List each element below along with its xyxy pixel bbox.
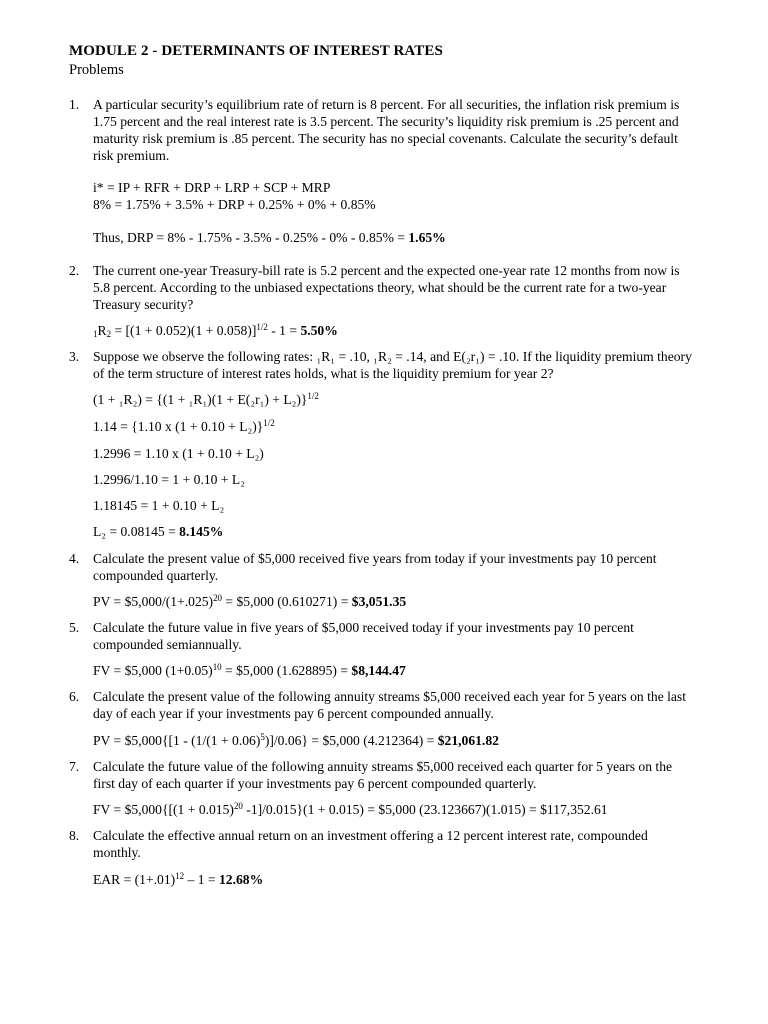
problem-4-work-part-1: PV = $5,000/(1+.025)	[93, 594, 214, 609]
problem-1-result	[93, 230, 446, 246]
problem-8-text-line: Calculate the effective annual return on an investment offering a 12 percent interest rate, compounded	[93, 828, 648, 843]
problem-2-work	[93, 323, 338, 339]
problem-3-answer: 8.145%	[179, 524, 224, 539]
problem-2-answer: 5.50%	[300, 323, 338, 338]
problem-2-rate-symbol: R	[97, 323, 107, 338]
problem-6-exponent: 5	[260, 732, 265, 743]
problem-3-step-6-text: L₂ = 0.08145 =	[93, 524, 180, 539]
problem-6-work-part-2: )]/0.06} = $5,000 (4.212364) =	[264, 733, 438, 748]
problem-1-result-text: Thus, DRP = 8% - 1.75% - 3.5% - 0.25% - 0% - 0.85% =	[93, 230, 409, 245]
problem-2-text-line: The current one-year Treasury-bill rate is 5.2 percent and the expected one-year rate 12 months from now is	[93, 263, 680, 278]
problem-3-step-2-exponent: 1/2	[263, 418, 275, 429]
document-subtitle: Problems	[69, 62, 124, 78]
problem-5-text-line: compounded semiannually.	[93, 637, 242, 652]
problem-4-number: 4.	[69, 551, 80, 566]
problem-7-text-line: first day of each quarter if your investments pay 6 percent compounded quarterly.	[93, 776, 537, 791]
problem-1-text-line: risk premium.	[93, 148, 170, 163]
problem-6-number: 6.	[69, 689, 80, 704]
problem-3-step-1	[93, 392, 319, 408]
problem-6-work	[93, 733, 499, 749]
problem-2-text-line: Treasury security?	[93, 297, 194, 312]
problem-8-answer: 12.68%	[219, 872, 264, 887]
problem-6-answer: $21,061.82	[437, 733, 499, 748]
problem-1-substitution: 8% = 1.75% + 3.5% + DRP + 0.25% + 0% + 0.85%	[93, 197, 376, 212]
problem-4-answer: $3,051.35	[351, 594, 407, 609]
problem-6-work-part-1: PV = $5,000{[1 - (1/(1 + 0.06)	[93, 733, 261, 748]
problem-3-number: 3.	[69, 349, 80, 364]
problem-1-formula: i* = IP + RFR + DRP + LRP + SCP + MRP	[93, 180, 331, 195]
problem-3-step-1-exponent: 1/2	[307, 391, 319, 402]
problem-2-text-line: 5.8 percent. According to the unbiased expectations theory, what should be the current rate for a two-year	[93, 280, 667, 295]
problem-5-text-line: Calculate the future value in five years of $5,000 received today if your investments pay 10 percent	[93, 620, 634, 635]
problem-2-number: 2.	[69, 263, 80, 278]
problem-3-step-2-text: 1.14 = {1.10 x (1 + 0.10 + L₂)}	[93, 419, 264, 434]
problem-5-answer: $8,144.47	[351, 663, 406, 678]
problem-3-step-3: 1.2996 = 1.10 x (1 + 0.10 + L₂)	[93, 446, 264, 461]
problem-5-work-part-1: FV = $5,000 (1+0.05)	[93, 663, 213, 678]
problem-1-answer: 1.65%	[408, 230, 446, 245]
problem-3-text-line: Suppose we observe the following rates: ₁R₁ = .10, ₁R₂ = .14, and E(₂r₁) = .10. If the liquidity premium theory	[93, 349, 692, 364]
problem-5-number: 5.	[69, 620, 80, 635]
problem-5-exponent: 10	[212, 662, 222, 673]
problem-6-text-line: Calculate the present value of the following annuity streams $5,000 received each year for 5 years on the last	[93, 689, 687, 704]
problem-2-sub-index: 2	[106, 329, 112, 340]
problem-8-exponent: 12	[175, 871, 185, 882]
problem-8-number: 8.	[69, 828, 80, 843]
problem-7-text-line: Calculate the future value of the following annuity streams $5,000 received each quarter for 5 years on the	[93, 759, 673, 774]
problem-8-work	[93, 872, 263, 888]
problem-8-work-part-1: EAR = (1+.01)	[93, 872, 176, 887]
problem-4-text-line: Calculate the present value of $5,000 received five years from today if your investments pay 10 percent	[93, 551, 657, 566]
problem-3-step-1-text: (1 + ₁R₂) = {(1 + ₁R₁)(1 + E(₂r₁) + L₂)}	[93, 392, 308, 407]
problem-2-exponent: 1/2	[256, 322, 268, 333]
problem-2-tail: - 1 =	[267, 323, 301, 338]
problem-4-exponent: 20	[213, 593, 223, 604]
problem-4-text-line: compounded quarterly.	[93, 568, 219, 583]
problem-7-work-part-2: -1]/0.015}(1 + 0.015) = $5,000 (23.123667)(1.015) = $117,352.61	[242, 802, 608, 817]
problem-7-work-part-1: FV = $5,000{[(1 + 0.015)	[93, 802, 234, 817]
problem-8-text-line: monthly.	[93, 845, 141, 860]
problem-8-work-part-2: – 1 =	[184, 872, 219, 887]
problem-2-equation: = [(1 + 0.052)(1 + 0.058)]	[111, 323, 257, 338]
problem-2-pre-index: 1	[93, 329, 98, 340]
problem-3-step-6	[93, 524, 223, 540]
problem-1-text-line: 1.75 percent and the real interest rate is 3.5 percent. The security’s liquidity risk premium is .25 percent and	[93, 114, 679, 129]
problem-3-step-5: 1.18145 = 1 + 0.10 + L₂	[93, 498, 225, 513]
problem-7-exponent: 20	[233, 801, 243, 812]
problem-4-work-part-2: = $5,000 (0.610271) =	[222, 594, 352, 609]
problem-1-text-line: maturity risk premium is .85 percent. The security has no special covenants. Calculate the security’s default	[93, 131, 678, 146]
problem-7-number: 7.	[69, 759, 80, 774]
problem-5-work	[93, 663, 406, 679]
problem-1-number: 1.	[69, 97, 80, 112]
problem-3-text-line: of the term structure of interest rates holds, what is the liquidity premium for year 2?	[93, 366, 554, 381]
problem-4-work	[93, 594, 406, 610]
document-title: MODULE 2 - DETERMINANTS OF INTEREST RATES	[69, 43, 443, 59]
problem-6-text-line: day of each year if your investments pay 6 percent compounded annually.	[93, 706, 494, 721]
problem-1-text-line: A particular security’s equilibrium rate of return is 8 percent. For all securities, the inflation risk premium is	[93, 97, 680, 112]
problem-3-step-2	[93, 419, 275, 435]
problem-3-step-4: 1.2996/1.10 = 1 + 0.10 + L₂	[93, 472, 245, 487]
problem-7-work	[93, 802, 608, 818]
problem-5-work-part-2: = $5,000 (1.628895) =	[221, 663, 352, 678]
